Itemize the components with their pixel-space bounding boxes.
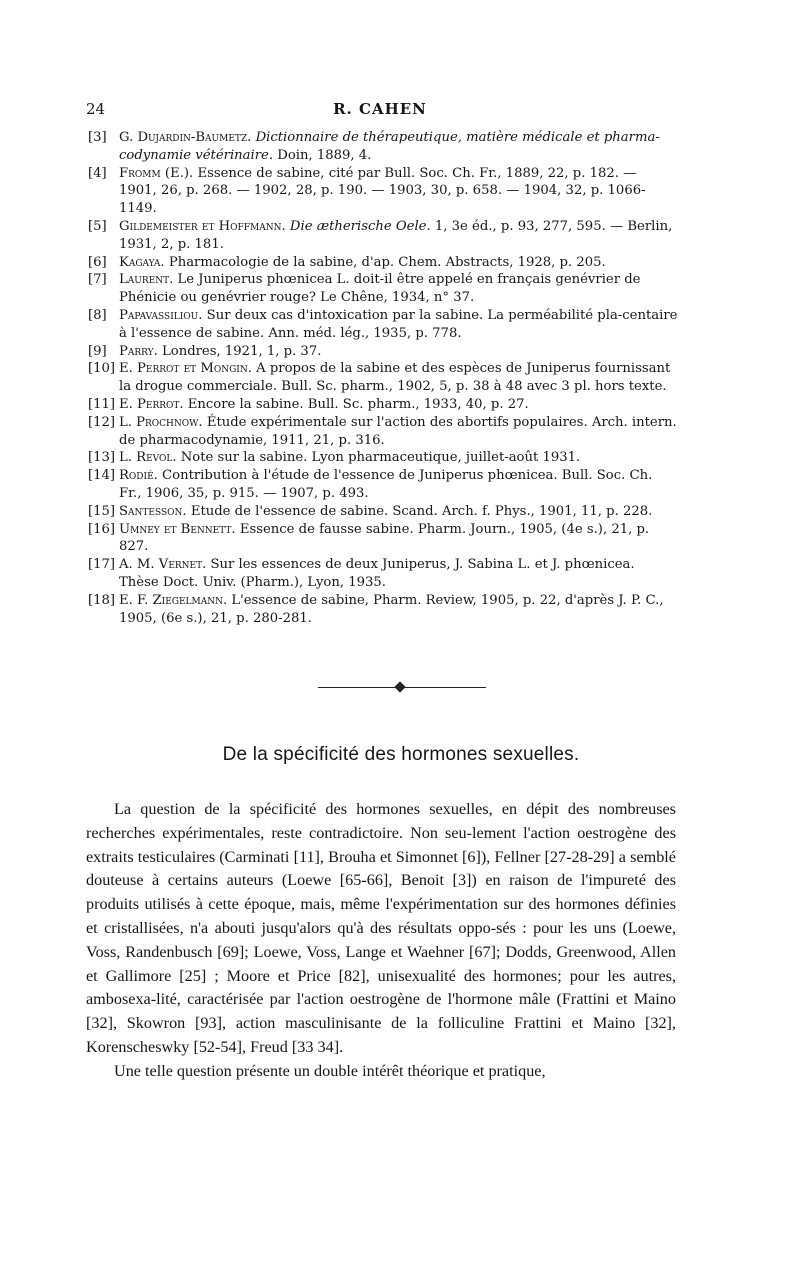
reference-item (88, 556, 678, 592)
reference-number: [14] (88, 468, 116, 484)
reference-details: Doin, 1889, 4. (277, 147, 372, 163)
reference-details: Encore la sabine. Bull. Sc. pharm., 1933, 40, p. 27. (187, 396, 529, 412)
reference-number: [9] (88, 343, 107, 359)
reference-author: E. Perrot et Mongin. (119, 361, 252, 377)
article-body (86, 798, 676, 1084)
reference-details: L'essence de sabine, Pharm. Review, 1905, p. 22, d'après J. P. C., 1905, (6e s.), 21, p. 280-281. (119, 592, 664, 626)
reference-number: [17] (88, 557, 116, 573)
reference-title: Die ætherische Oele. (289, 218, 431, 234)
reference-author: Umney et Bennett. (119, 521, 236, 537)
reference-number: [6] (88, 254, 107, 270)
reference-author: Papavassiliou. (119, 307, 203, 323)
reference-author: G. Dujardin-Baumetz. (119, 130, 252, 145)
reference-details: Le Juniperus phœnicea L. doit-il être appelé en français genévrier de Phénicie ou genévrier rouge? Le Chêne, 1934, n° 37. (119, 272, 641, 306)
reference-details: Sur deux cas d'intoxication par la sabine. La perméabilité pla-centaire à l'essence de sabine. Ann. méd. lég., 1935, p. 778. (119, 307, 678, 341)
reference-author: Kagaya. (119, 254, 165, 270)
reference-item (88, 396, 678, 414)
reference-details: Essence de sabine, cité par Bull. Soc. Ch. Fr., 1889, 22, p. 182. — 1901, 26, p. 268. — 1902, 28, p. 190. — 1903, 30, p. 658. — 1904, 32, p. 1066-1149. (119, 165, 646, 217)
reference-item (88, 271, 678, 307)
reference-title: Dictionnaire de thérapeutique, matière médicale et pharma-codynamie vétérinaire. (119, 130, 660, 163)
reference-details: Note sur la sabine. Lyon pharmaceutique, juillet-août 1931. (180, 450, 581, 466)
reference-author: L. Prochnow. (119, 414, 203, 430)
reference-item (88, 218, 678, 254)
reference-number: [5] (88, 218, 107, 234)
reference-number: [4] (88, 165, 107, 181)
reference-number: [3] (88, 130, 107, 145)
reference-item (88, 343, 678, 361)
body-paragraph: La question de la spécificité des hormones sexuelles, en dépit des nombreuses recherches expérimentales, reste contradictoire. Non seu-lement l'action oestrogène des extraits testiculaires (Carminati [11], Brouha et Simonnet [6]), Fellner [27-28-29] a semblé douteuse à certains auteurs (Loewe [65-66], Benoit [3]) en raison de l'impureté des produits utilisés à cette époque, mais, même l'expérimentation sur des hormones définies et cristallisées, n'a abouti jusqu'alors qu'à des résultats oppo-sés : pour les uns (Loewe, Voss, Randenbusch [69]; Loewe, Voss, Lange et Waehner [67]; Dodds, Greenwood, Allen et Gallimore [25] ; Moore et Price [82], unisexualité des hormones; pour les autres, ambosexa-lité, caractérisée par l'action oestrogène de l'hormone mâle (Frattini et Maino [32], Skowron [93], action masculinisante de la folliculine Frattini et Maino [32], Korenscheswky [52-54], Freud [33 34]. (86, 800, 676, 1056)
reference-item (88, 503, 678, 521)
reference-item (88, 414, 678, 450)
section-title: De la spécificité des hormones sexuelles. (222, 744, 580, 765)
reference-author: Gildemeister et Hoffmann. (119, 218, 286, 234)
reference-details: Pharmacologie de la sabine, d'ap. Chem. Abstracts, 1928, p. 205. (168, 254, 606, 270)
reference-item (88, 467, 678, 503)
reference-item (88, 165, 678, 218)
reference-item (88, 521, 678, 557)
reference-author: Fromm (E.). (119, 165, 194, 181)
reference-number: [15] (88, 503, 116, 519)
reference-number: [13] (88, 450, 116, 466)
reference-list (88, 129, 678, 627)
reference-author: Laurent. (119, 272, 174, 288)
page-header (86, 100, 674, 122)
reference-details: Étude expérimentale sur l'action des abortifs populaires. Arch. intern. de pharmacodynamie, 1911, 21, p. 316. (119, 414, 677, 448)
reference-author: Parry. (119, 343, 158, 359)
diamond-ornament-icon (394, 681, 405, 692)
reference-item (88, 592, 678, 628)
reference-number: [16] (88, 521, 116, 537)
reference-author: L. Revol. (119, 450, 177, 466)
reference-details: Essence de fausse sabine. Pharm. Journ., 1905, (4e s.), 21, p. 827. (119, 521, 650, 555)
reference-details: A propos de la sabine et des espèces de Juniperus fournissant la drogue commerciale. Bull. Sc. pharm., 1902, 5, p. 38 à 48 avec 3 pl. hors texte. (119, 361, 671, 395)
reference-author: A. M. Vernet. (119, 557, 207, 573)
reference-details: Contribution à l'étude de l'essence de Juniperus phœnicea. Bull. Soc. Ch. Fr., 1906, 35, p. 915. — 1907, p. 493. (119, 468, 653, 501)
reference-author: E. F. Ziegelmann. (119, 592, 228, 608)
reference-author: Santesson. (119, 503, 187, 519)
reference-number: [7] (88, 272, 107, 288)
reference-item (88, 307, 678, 343)
reference-details: Etude de l'essence de sabine. Scand. Arch. f. Phys., 1901, 11, p. 228. (190, 503, 653, 519)
reference-details: 1, 3e éd., p. 93, 277, 595. — Berlin, 1931, 2, p. 181. (119, 218, 673, 252)
reference-number: [12] (88, 414, 116, 430)
page-number: 24 (86, 100, 106, 118)
reference-item (88, 129, 678, 165)
body-paragraph: Une telle question présente un double intérêt théorique et pratique, (114, 1061, 546, 1080)
reference-number: [10] (88, 361, 116, 377)
reference-item (88, 449, 678, 467)
reference-author: Rodié. (119, 468, 158, 484)
reference-details: Londres, 1921, 1, p. 37. (162, 343, 322, 359)
reference-number: [11] (88, 396, 116, 412)
running-head: R. CAHEN (333, 100, 427, 118)
reference-number: [8] (88, 307, 107, 323)
reference-author: E. Perrot. (119, 396, 184, 412)
reference-number: [18] (88, 592, 116, 608)
reference-details: Sur les essences de deux Juniperus, J. Sabina L. et J. phœnicea. Thèse Doct. Univ. (Pharm.), Lyon, 1935. (119, 557, 635, 590)
section-divider (318, 683, 486, 693)
reference-item (88, 254, 678, 272)
reference-item (88, 360, 678, 396)
